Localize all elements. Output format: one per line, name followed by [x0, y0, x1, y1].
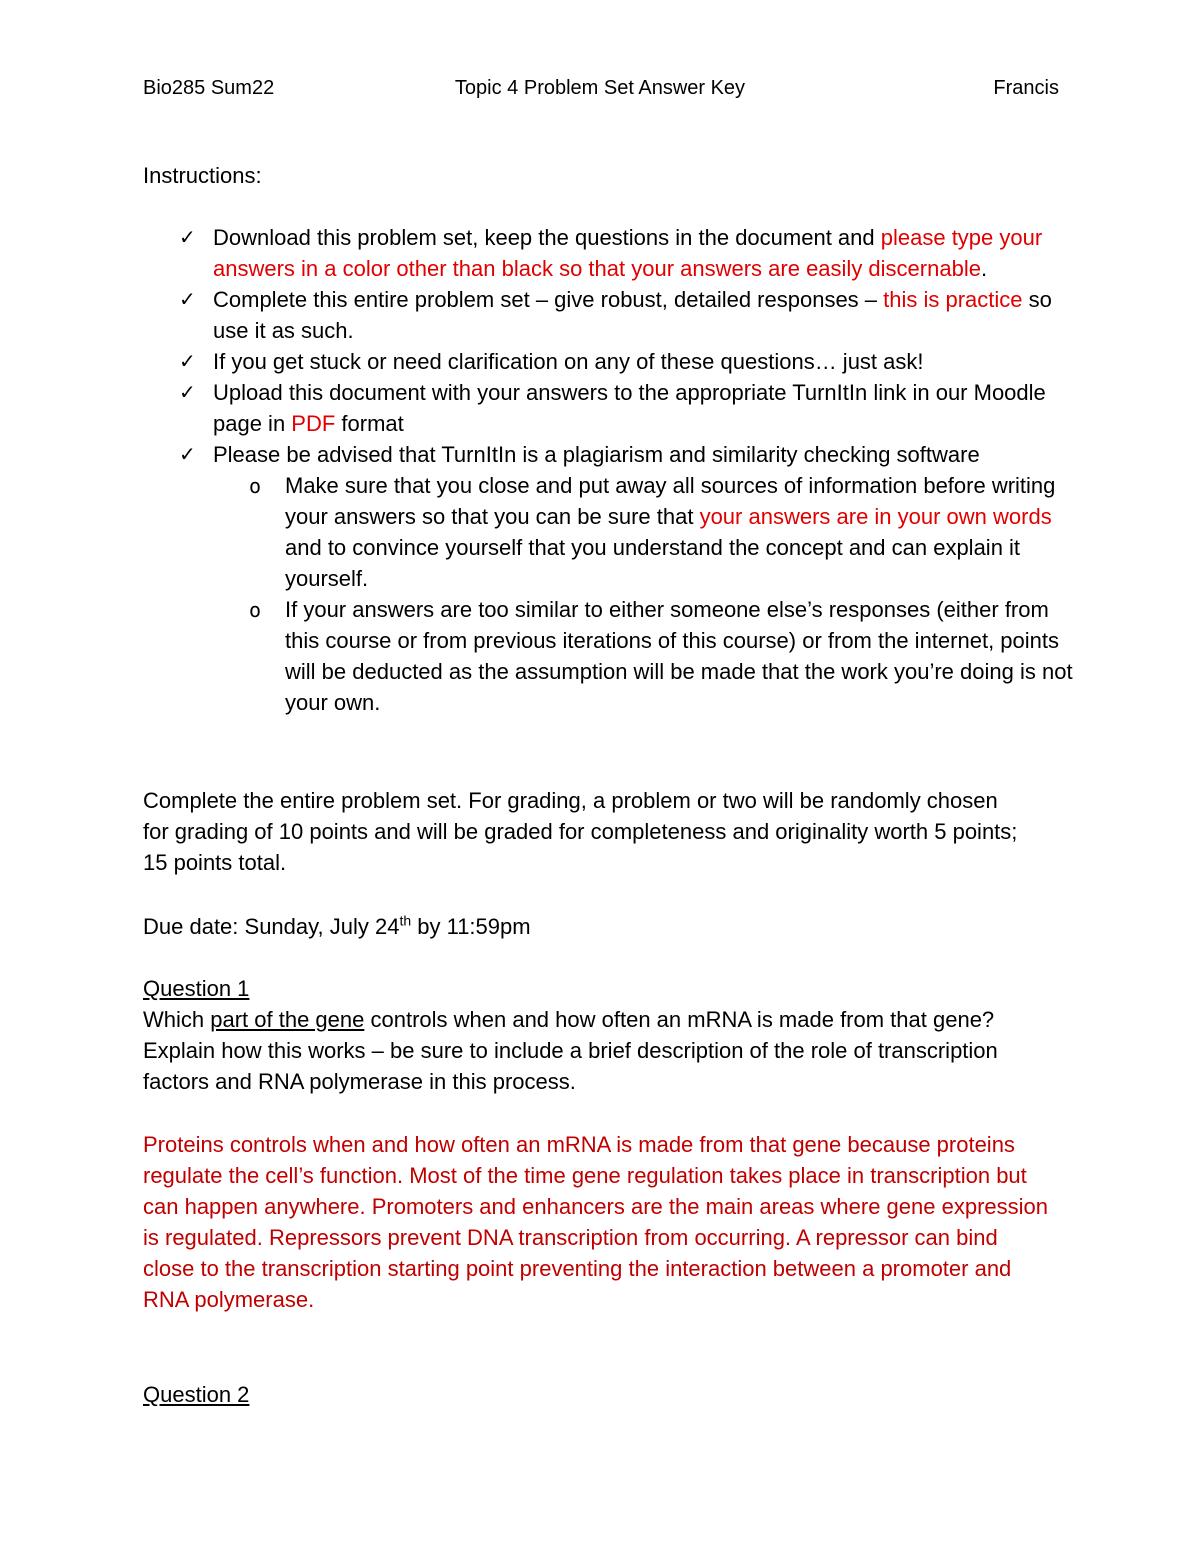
- sub-bullet-text: Make sure that you close and put away all sources of information before writing your answers so that you can be sure that: [285, 473, 1056, 529]
- sub-bullet-text: and to convince yourself that you understand the concept and can explain it yourself.: [285, 535, 1021, 591]
- grading-paragraph: Complete the entire problem set. For grading, a problem or two will be randomly chosen for grading of 10 points and will be graded for completeness and originality worth 5 points; 15 points total.: [143, 788, 1018, 875]
- list-item: [143, 377, 1073, 439]
- question-text: controls when and how often an mRNA is made from that gene? Explain how this works – be sure to include a brief description of the role of transcription factors and RNA polymerase in this process.: [143, 1007, 998, 1094]
- list-item: [143, 439, 1073, 718]
- check-icon: ✓: [179, 225, 196, 249]
- instructions-list: [143, 222, 1073, 718]
- bullet-text: so use it as such.: [213, 287, 1052, 343]
- question-text: Which: [143, 1007, 211, 1032]
- bullet-text: Download this problem set, keep the questions in the document and: [213, 225, 881, 250]
- bullet-highlight: this is practice: [883, 287, 1023, 312]
- check-icon: ✓: [179, 287, 196, 311]
- list-item: [143, 284, 1073, 346]
- check-icon: ✓: [179, 380, 196, 404]
- due-date-time: by 11:59pm: [411, 914, 531, 939]
- bullet-text: Complete this entire problem set – give robust, detailed responses –: [213, 287, 884, 312]
- instructions-title: Instructions:: [143, 163, 262, 188]
- question-underlined: part of the gene: [210, 1007, 365, 1032]
- bullet-highlight: please type your answers in a color other than black so that your answers are easily discernable: [213, 225, 1043, 281]
- sub-list-item: [213, 594, 1073, 718]
- due-date-text: Due date: Sunday, July 24: [143, 914, 400, 939]
- bullet-text: If you get stuck or need clarification on any of these questions… just ask!: [213, 349, 924, 374]
- bullet-text: format: [335, 411, 404, 436]
- due-date-superscript: th: [399, 912, 412, 929]
- bullet-highlight: PDF: [291, 411, 336, 436]
- list-item: [143, 222, 1073, 284]
- header-course: Bio285 Sum22: [143, 77, 275, 99]
- sub-list: [213, 470, 1073, 718]
- question-1-heading: Question 1: [143, 976, 250, 1001]
- o-bullet-icon: o: [249, 598, 262, 622]
- bullet-text: Upload this document with your answers to the appropriate TurnItIn link in our Moodle page in: [213, 380, 1046, 436]
- header-title: Topic 4 Problem Set Answer Key: [454, 77, 746, 99]
- list-item: [143, 346, 1073, 377]
- sub-list-item: [213, 470, 1073, 594]
- bullet-text: .: [980, 256, 988, 281]
- bullet-text: Please be advised that TurnItIn is a plagiarism and similarity checking software: [213, 442, 980, 467]
- question-1-answer: Proteins controls when and how often an mRNA is made from that gene because proteins regulate the cell’s function. Most of the time gene regulation takes place in transcription but can happen anywhere. Promoters and enhancers are the main areas where gene expression is regulated. Repressors prevent DNA transcription from occurring. A repressor can bind close to the transcription starting point preventing the interaction between a promoter and RNA polymerase.: [143, 1132, 1048, 1312]
- sub-bullet-text: If your answers are too similar to either someone else’s responses (either from this course or from previous iterations of this course) or from the internet, points will be deducted as the assumption will be made that the work you’re doing is not your own.: [285, 597, 1073, 715]
- sub-bullet-highlight: your answers are in your own words: [699, 504, 1052, 529]
- header-author: Francis: [993, 77, 1059, 99]
- check-icon: ✓: [179, 349, 196, 373]
- due-date: [143, 911, 1063, 942]
- check-icon: ✓: [179, 442, 196, 466]
- instructions-list-container: [143, 222, 1073, 718]
- question-1-text: [143, 1004, 1068, 1097]
- question-2-heading: Question 2: [143, 1382, 250, 1407]
- o-bullet-icon: o: [249, 474, 262, 498]
